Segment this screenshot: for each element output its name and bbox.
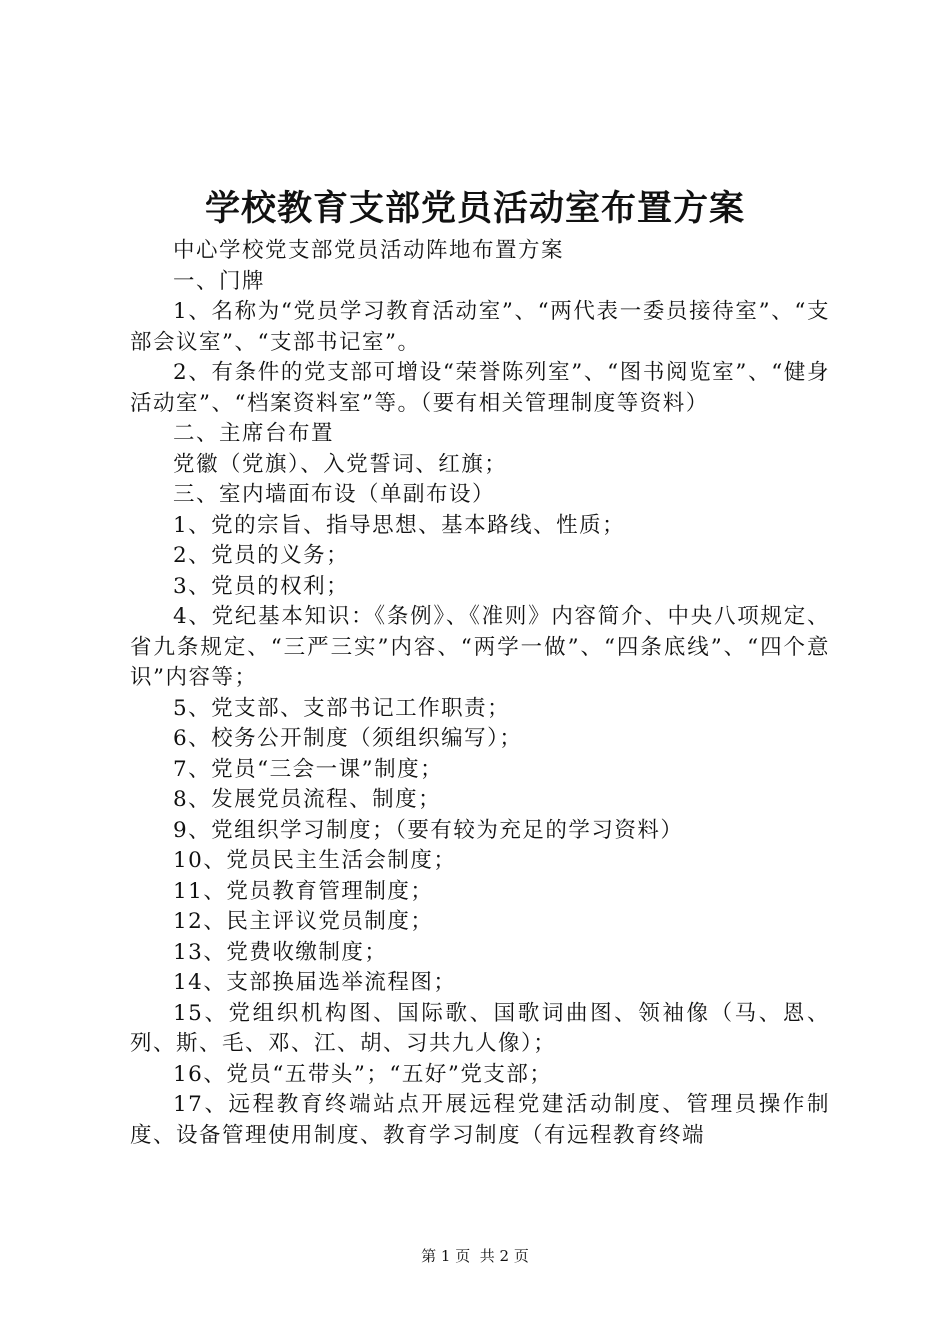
- list-item: 1、党的宗旨、指导思想、基本路线、性质；: [173, 512, 626, 538]
- list-item: 2、有条件的党支部可增设“荣誉陈列室”、“图书阅览室”、“健身活动室”、“档案资料室”等。（要有相关管理制度等资料）: [130, 360, 830, 416]
- list-item: 13、党费收缴制度；: [173, 939, 388, 965]
- list-item: 2、党员的义务；: [173, 543, 350, 568]
- list-item: 17、远程教育终端站点开展远程党建活动制度、管理员操作制度、设备管理使用制度、教育学习制度（有远程教育终端: [130, 1092, 830, 1148]
- list-item: 6、校务公开制度（须组织编写）；: [173, 726, 523, 751]
- list-item: 10、党员民主生活会制度；: [173, 848, 457, 873]
- list-item: 7、党员“三会一课”制度；: [173, 756, 444, 782]
- document-body: [130, 236, 830, 1151]
- section-heading: 二、主席台布置: [173, 421, 335, 446]
- list-item: 16、党员“五带头”；“五好”党支部；: [173, 1061, 553, 1087]
- paragraph: 党徽（党旗）、入党誓词、红旗；: [173, 451, 508, 477]
- document-title: 学校教育支部党员活动室布置方案: [204, 188, 745, 229]
- list-item: 12、民主评议党员制度；: [173, 909, 434, 934]
- page-number-footer: 第 1 页 共 2 页: [421, 1247, 529, 1265]
- list-item: 4、党纪基本知识：《条例》、《准则》内容简介、中央八项规定、省九条规定、“三严三实”内容、“两学一做”、“四条底线”、“四个意识”内容等；: [130, 604, 830, 690]
- list-item: 8、发展党员流程、制度；: [173, 787, 442, 812]
- list-item: 9、党组织学习制度；（要有较为充足的学习资料）: [173, 817, 684, 843]
- list-item: 11、党员教育管理制度；: [173, 878, 434, 904]
- section-heading: 一、门牌: [173, 268, 266, 294]
- list-item: 5、党支部、支部书记工作职责；: [173, 695, 511, 721]
- section-heading: 三、室内墙面布设（单副布设）: [173, 482, 496, 507]
- list-item: 1、名称为“党员学习教育活动室”、“两代表一委员接待室”、“支部会议室”、“支部书记室”。: [130, 299, 830, 355]
- paragraph: 中心学校党支部党员活动阵地布置方案: [173, 238, 565, 263]
- list-item: 15、党组织机构图、国际歌、国歌词曲图、领袖像（马、恩、列、斯、毛、邓、江、胡、习共九人像）；: [130, 1000, 830, 1056]
- list-item: 3、党员的权利；: [173, 573, 350, 599]
- list-item: 14、支部换届选举流程图；: [173, 970, 457, 995]
